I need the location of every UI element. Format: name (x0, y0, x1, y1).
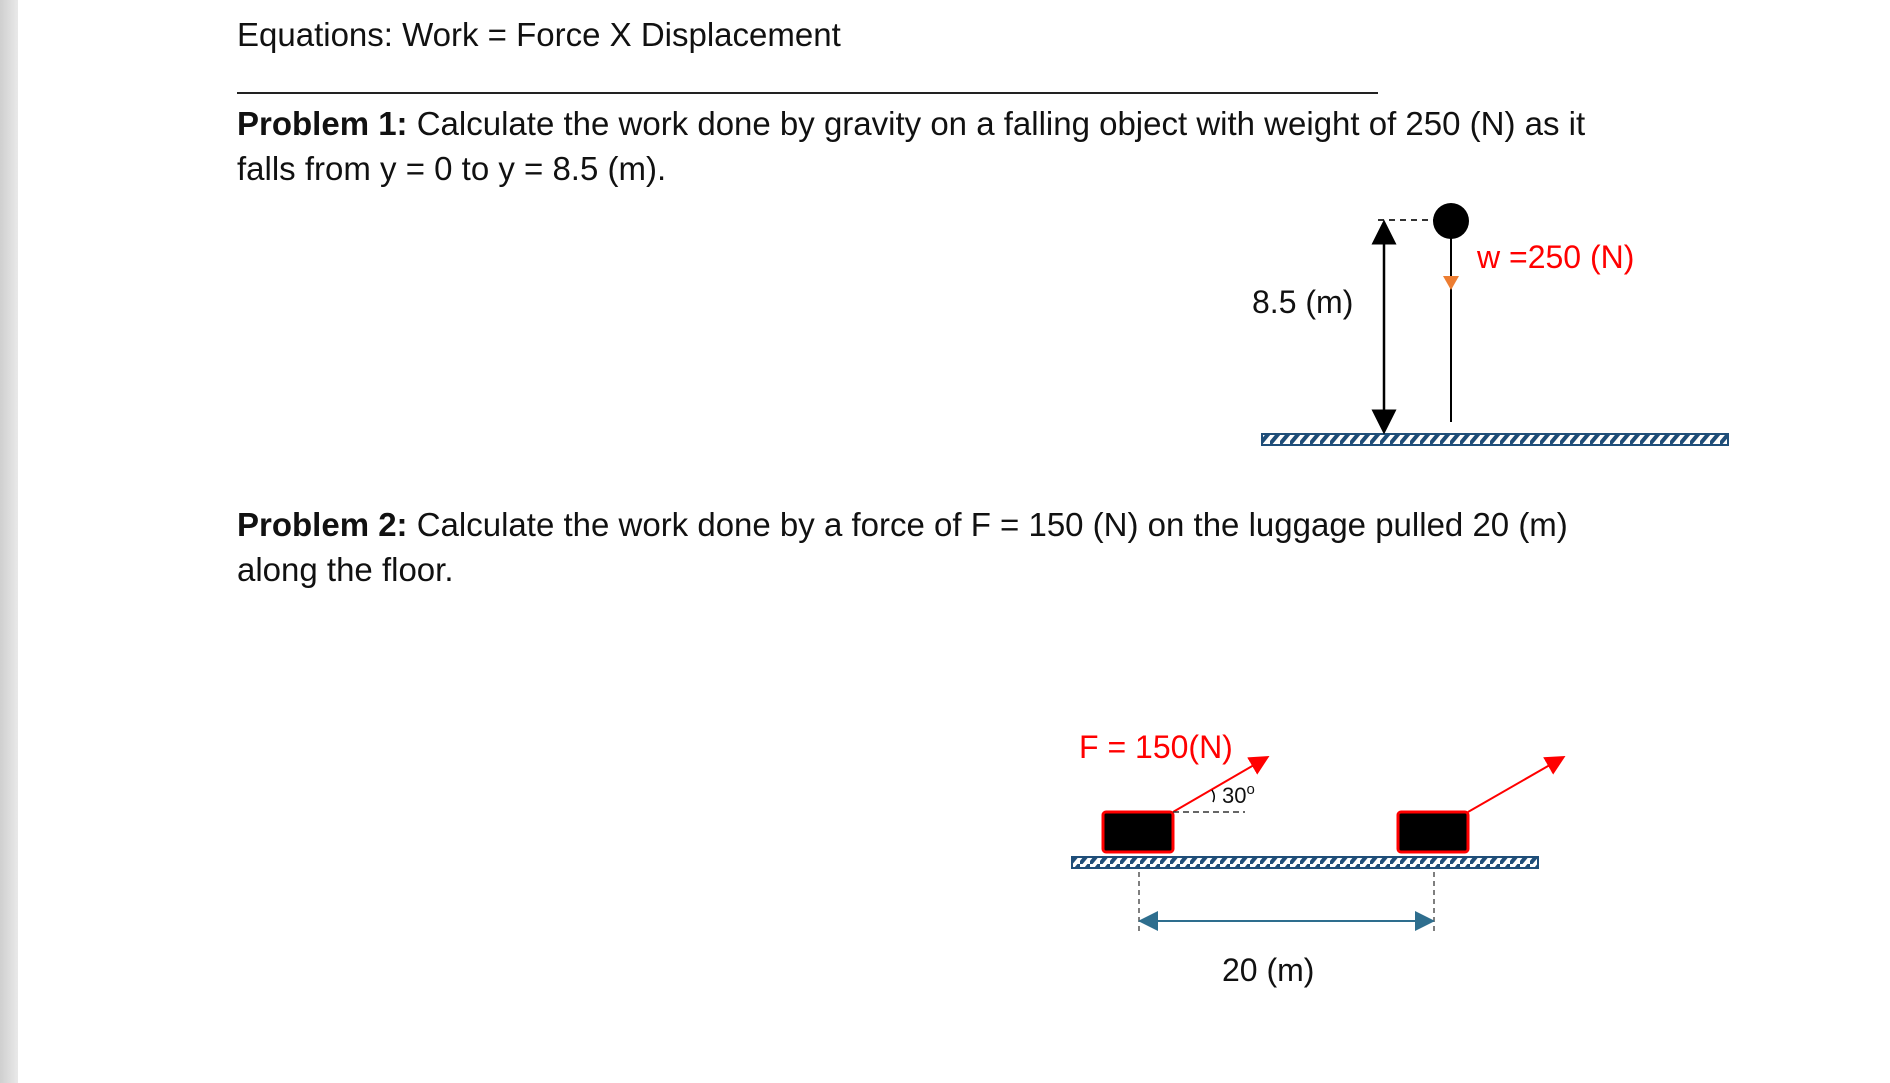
problem1-text-line2: falls from y = 0 to y = 8.5 (m). (237, 150, 667, 187)
problem2-diagram (1072, 729, 1562, 988)
height-label: 8.5 (m) (1252, 284, 1354, 320)
problem2-text-line2: along the floor. (237, 551, 454, 588)
equations-text: Work = Force X Displacement (402, 16, 841, 53)
luggage-end (1398, 812, 1468, 852)
equations-label: Equations: (237, 16, 393, 53)
problem1-diagram (1252, 203, 1728, 445)
angle-arc (1212, 790, 1214, 802)
floor-hatch (1072, 857, 1538, 868)
problem1-text-line1: Calculate the work done by gravity on a falling object with weight of 250 (N) as it (416, 105, 1586, 142)
weight-label: w =250 (N) (1477, 239, 1635, 275)
luggage-start (1103, 812, 1173, 852)
angle-label: 30$^o$ (1222, 781, 1255, 808)
weight-arrow-head (1443, 276, 1459, 290)
force-label: F = 150(N) (1079, 729, 1233, 765)
force-arrow-end (1468, 758, 1562, 812)
problem1-label: Problem 1: (237, 105, 408, 142)
distance-label: 20 (m) (1222, 952, 1315, 988)
problem2-text-line1: Calculate the work done by a force of F = 150 (N) on the luggage pulled 20 (m) (416, 506, 1568, 543)
ground-hatch (1262, 434, 1728, 445)
falling-object (1433, 203, 1469, 239)
problem2-label: Problem 2: (237, 506, 408, 543)
